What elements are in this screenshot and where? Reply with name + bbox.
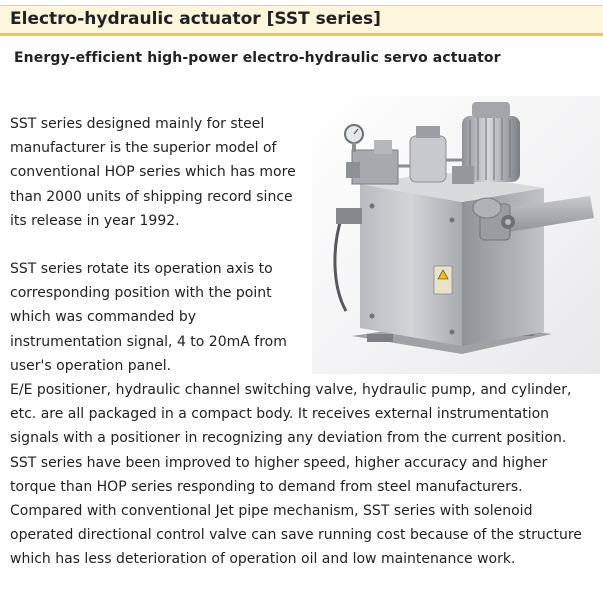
product-subtitle: Energy-efficient high-power electro-hydraulic servo actuator bbox=[14, 50, 501, 66]
product-description bbox=[10, 112, 596, 572]
paragraph-intro: SST series designed mainly for steel manufacturer is the superior model of conventional HOP series which has more than 2000 units of shipping record since its release in year 1992. bbox=[10, 116, 296, 229]
page-title: Electro-hydraulic actuator [SST series] bbox=[10, 9, 381, 29]
paragraph-components: E/E positioner, hydraulic channel switching valve, hydraulic pump, and cylinder, etc. are all packaged in a compact body. It receives external instrumentation signals with a positioner in recognizing any deviation from the current position. SST series have been improved to higher speed, higher accuracy and higher torque than HOP series responding to demand from steel manufacturers. Compared with conventional Jet pipe mechanism, SST series with solenoid operated directional control valve can save running cost because of the structure which has less deterioration of operation oil and low maintenance work. bbox=[10, 382, 582, 568]
actuator-photo bbox=[312, 96, 600, 374]
paragraph-operation: SST series rotate its operation axis to corresponding position with the point which was commanded by instrumentation signal, 4 to 20mA from user's operation panel. bbox=[10, 261, 287, 374]
section-title-bar bbox=[0, 5, 603, 36]
